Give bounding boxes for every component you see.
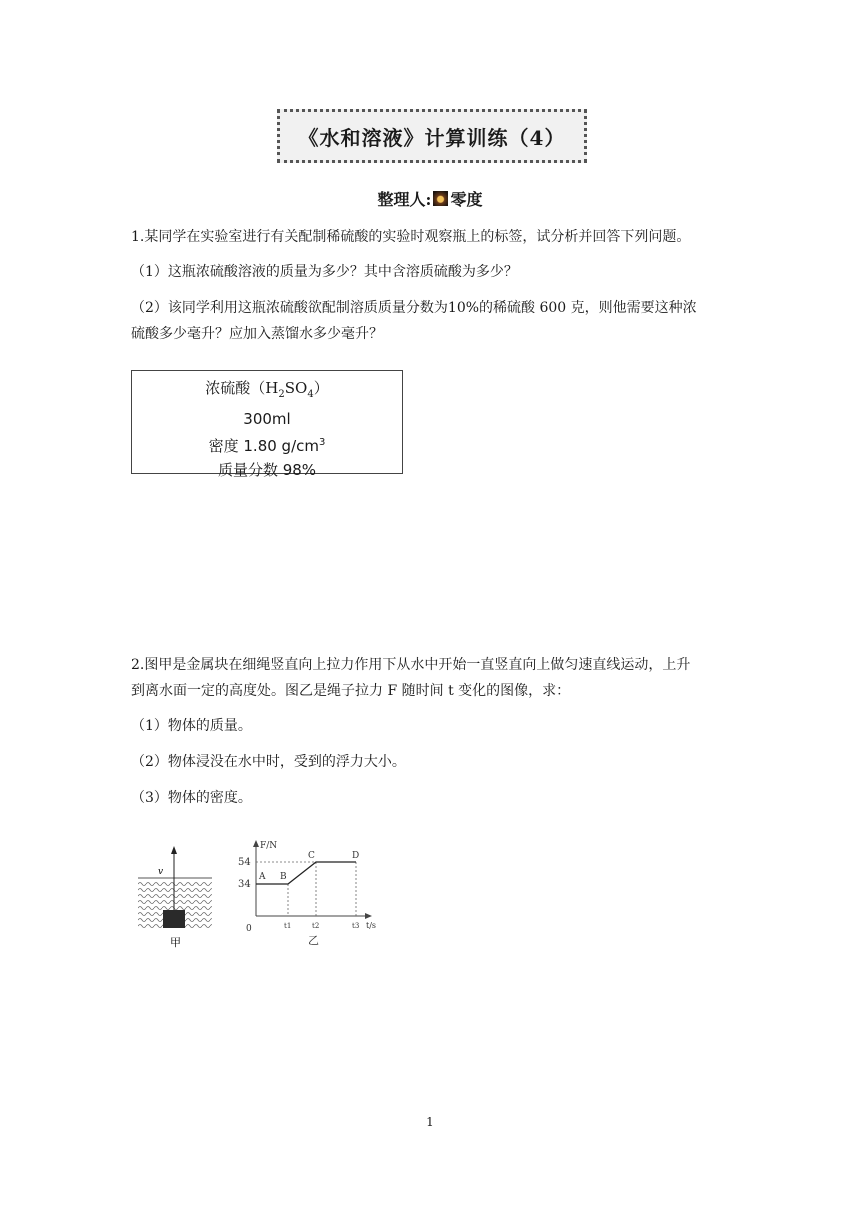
avatar-icon	[433, 191, 448, 206]
tick-54: 54	[238, 857, 251, 868]
q1-sub1: （1）这瓶浓硫酸溶液的质量为多少？其中含溶质硫酸为多少？	[131, 264, 518, 280]
q2-stem-b: 到离水面一定的高度处。图乙是绳子拉力 F 随时间 t 变化的图像，求：	[131, 683, 571, 699]
acid-fraction: 质量分数 98%	[217, 461, 317, 479]
figure-jia	[138, 846, 212, 949]
caption-yi: 乙	[308, 934, 319, 947]
caption-jia: 甲	[170, 936, 181, 949]
document-title: 《水和溶液》计算训练（4）	[298, 125, 566, 150]
compiler-line	[0, 187, 860, 210]
q2-stem-a: 2.图甲是金属块在细绳竖直向上拉力作用下从水中开始一直竖直向上做匀速直线运动，上升	[131, 657, 691, 673]
force-curve	[256, 862, 356, 884]
acid-label	[131, 370, 403, 479]
tick-t2: t2	[312, 922, 320, 930]
origin-label: 0	[246, 924, 252, 934]
q1-stem: 1.某同学在实验室进行有关配制稀硫酸的实验时观察瓶上的标签，试分析并回答下列问题。	[131, 229, 691, 245]
point-a: A	[259, 872, 266, 882]
point-c: C	[308, 851, 315, 861]
y-arrow-icon	[253, 840, 259, 847]
arrow-up-icon	[171, 846, 177, 854]
q2-sub2: （2）物体浸没在水中时，受到的浮力大小。	[131, 754, 406, 770]
title-box	[277, 109, 587, 163]
tick-34: 34	[238, 879, 251, 890]
metal-block	[163, 910, 185, 928]
tick-t3: t3	[352, 922, 360, 930]
acid-name: 浓硫酸$(H_2SO_4)$	[205, 379, 329, 400]
acid-density: 密度 1.80 $g/cm^3$	[208, 437, 326, 455]
q1-sub2a: （2）该同学利用这瓶浓硫酸欲配制溶质质量分数为10%的稀硫酸 600 克，则他需要这种浓	[131, 300, 697, 316]
y-axis-label: F/N	[260, 841, 278, 851]
compiler-name: 零度	[450, 190, 483, 209]
tick-t1: t1	[284, 922, 292, 930]
figure-yi	[238, 840, 376, 947]
figure-jia-yi	[130, 838, 410, 953]
acid-volume: 300ml	[243, 410, 291, 428]
q2-sub3: （3）物体的密度。	[131, 790, 252, 806]
point-d: D	[352, 851, 360, 861]
v-label: v	[158, 867, 164, 877]
compiler-label: 整理人:	[377, 190, 432, 209]
x-axis-label: t/s	[366, 921, 377, 930]
x-arrow-icon	[365, 913, 372, 919]
q2-sub1: （1）物体的质量。	[131, 718, 252, 734]
point-b: B	[280, 872, 287, 882]
page-number: 1	[426, 1115, 434, 1129]
q1-sub2b: 硫酸多少毫升？应加入蒸馏水多少毫升？	[131, 326, 383, 342]
